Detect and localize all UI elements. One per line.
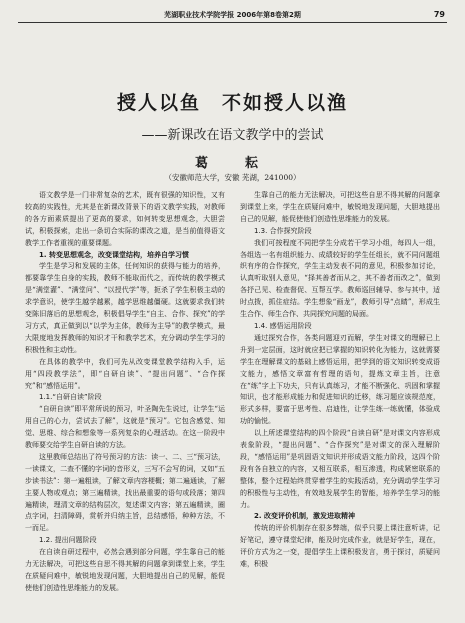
- journal-name: 芜湖职业技术学院学报 2006年第8卷第2期: [164, 11, 301, 19]
- article-subtitle: ——新课改在语文教学中的尝试: [141, 128, 324, 143]
- running-header: [18, 8, 447, 23]
- author-affiliation: （安徽师范大学，安徽 芜湖，241000）: [164, 173, 301, 182]
- page-number: 79: [433, 10, 445, 19]
- subsection-heading: 1.1.“自研自读”阶段: [39, 393, 102, 402]
- section-heading: 2. 改变评价机制，激发进取精神: [254, 512, 355, 521]
- paragraph: 在自读自研过程中，必然会遇到部分问题，学生靠自己的能力无法解决，可把这些自思不得其解的问题拿到课堂上来，学生在质疑问难中，敏锐地发现问题，大胆地提出自己的见解，能促使他们创造性思维能力的发展。: [25, 548, 225, 592]
- paragraph: 我们可按程度不同把学生分成若干学习小组，每四人一组，各组选一名有组织能力、成绩较好的学生任组长，就不同问题组织有序的合作探究，学生主动发表不同的意见，积极参加讨论，认真听取别人意见，“择其善者而从之，其不善者而改之”，做到各抒己见、检查督促、互帮互学。教师巡回辅导、参与其中，适时点拨，抓住症结。学生想象“画龙”，教师引导“点睛”，形成生生合作、师生合作、共同探究问题的局面。: [240, 238, 440, 319]
- paragraph: 在具体的教学中，我们可先从改变课堂教学结构入手，运用“四段教学法”，即“自研自读”、“提出问题”、“合作探究”和“感悟运用”。: [25, 357, 225, 390]
- paragraph: 这里教师总结出了符号预习的方法：读一、二、三“预习法，一读课文，二查不懂的字词的音形义，三写不会写的词，又如“五步读书法”：第一遍粗读，了解文章内容梗概；第二遍通读，了解主要人物或观点；第三遍精读，找出最重要的语句或段落；第四遍精读，理清文章的结构层次，复述课文内容；第五遍精读，圈点字词，扫清障碍，赏析并归纳主旨，总结感悟，种种方法，不一而足。: [25, 452, 225, 533]
- paragraph: 以上所述课堂结构的四个阶段“自读自研”是对课文内容形成表象阶段，“提出问题”、“合作探究”是对课文的深入理解阶段，“感悟运用”是巩固语文知识并形成语文能力阶段，这四个阶段有各自独立的内容，又相互联系，相互渗透，构成紧密联系的整体，整个过程始终贯穿着学生的实践活动，充分调动学生学习的积极性与主动性，有效地发展学生的智能，培养学生学习的能力。: [240, 429, 440, 509]
- right-column: [240, 190, 440, 622]
- subsection-heading: 1.2. 提出问题阶段: [39, 536, 97, 545]
- author-name: 葛 耘: [194, 156, 270, 171]
- paragraph: 语文教学是一门非常复杂的艺术，既有很强的知识性，又有较高的实践性，尤其是在新课改背景下的语文教学实践，对教师的各方面素质提出了更高的要求，如何转变思想观念，大胆尝试，积极探索，走出一条切合实际的课改之道，是当前值得语文教学工作者重视的重要课题。: [25, 191, 225, 247]
- article-title: 授人以鱼 不如授人以渔: [116, 92, 348, 114]
- paragraph: “自研自读”即平常所说的预习，叶圣陶先生说过，让学生“运用自己的心力，尝试去了解”，这就是“预习”。它包含感觉、知觉、思维、综合和想象等一系列复杂的心理活动。在这一阶段中教师要交给学生自研自读的方法。: [25, 405, 225, 450]
- subsection-heading: 1.3. 合作探究阶段: [254, 226, 312, 235]
- paragraph: 通过探究合作，各类问题迎刃而解，学生对课文的理解已上升到一定层面，这时就应把已掌握的知识转化为能力，这就需要学生在理解课文的基础上感悟运用，把学到的语文知识转变成语文能力，感悟文章富有哲理的语句，提炼文章主旨，注意在“练”字上下功夫，只有认真练习，才能不断强化、巩固和掌握知识，也才能形成能力和促进知识的迁移，练习题应该规范度，形式多样，要富于思考性、启迪性，让学生练一练就懂，体验成功的愉悦。: [240, 333, 440, 426]
- paragraph: 生靠自己的能力无法解决，可把这些自思不得其解的问题拿到课堂上来，学生在质疑问难中，敏锐地发现问题，大胆地提出自己的见解，能促使他们创造性思维能力的发展。: [240, 191, 440, 223]
- section-heading: 1. 转变思想观念，改变课堂结构，培养自学习惯: [39, 250, 189, 259]
- left-column: [25, 190, 225, 622]
- subsection-heading: 1.4. 感悟运用阶段: [254, 321, 312, 330]
- paragraph: 学生是学习和发展的主体，任何知识的获得与能力的培养，都要靠学生自身的实践，教师不能取而代之，而传统的教学模式是“满堂灌”、“满堂问”、“以授代学”等，扼杀了学生积极主动的求学意识，使学生越学越累，越学思维越僵硬。这就要求我们转变陈旧落后的思想观念，积极倡导学生“自主、合作、探究”的学习方式，真正做到以“以学为主体，教师为主导”的教学模式，最大限度地发挥教师的知识才干和教学艺术，充分调动学生学习的积极性和主动性。: [25, 262, 225, 354]
- paragraph: 传统的评价机制存在很多弊端，似乎只要上课注意听讲，记好笔记，遵守课堂纪律，能及时完成作业，就是好学生，现在，评价方式为之一变，提倡学生上课积极发言，勇于探讨，质疑问难，积极: [240, 524, 440, 569]
